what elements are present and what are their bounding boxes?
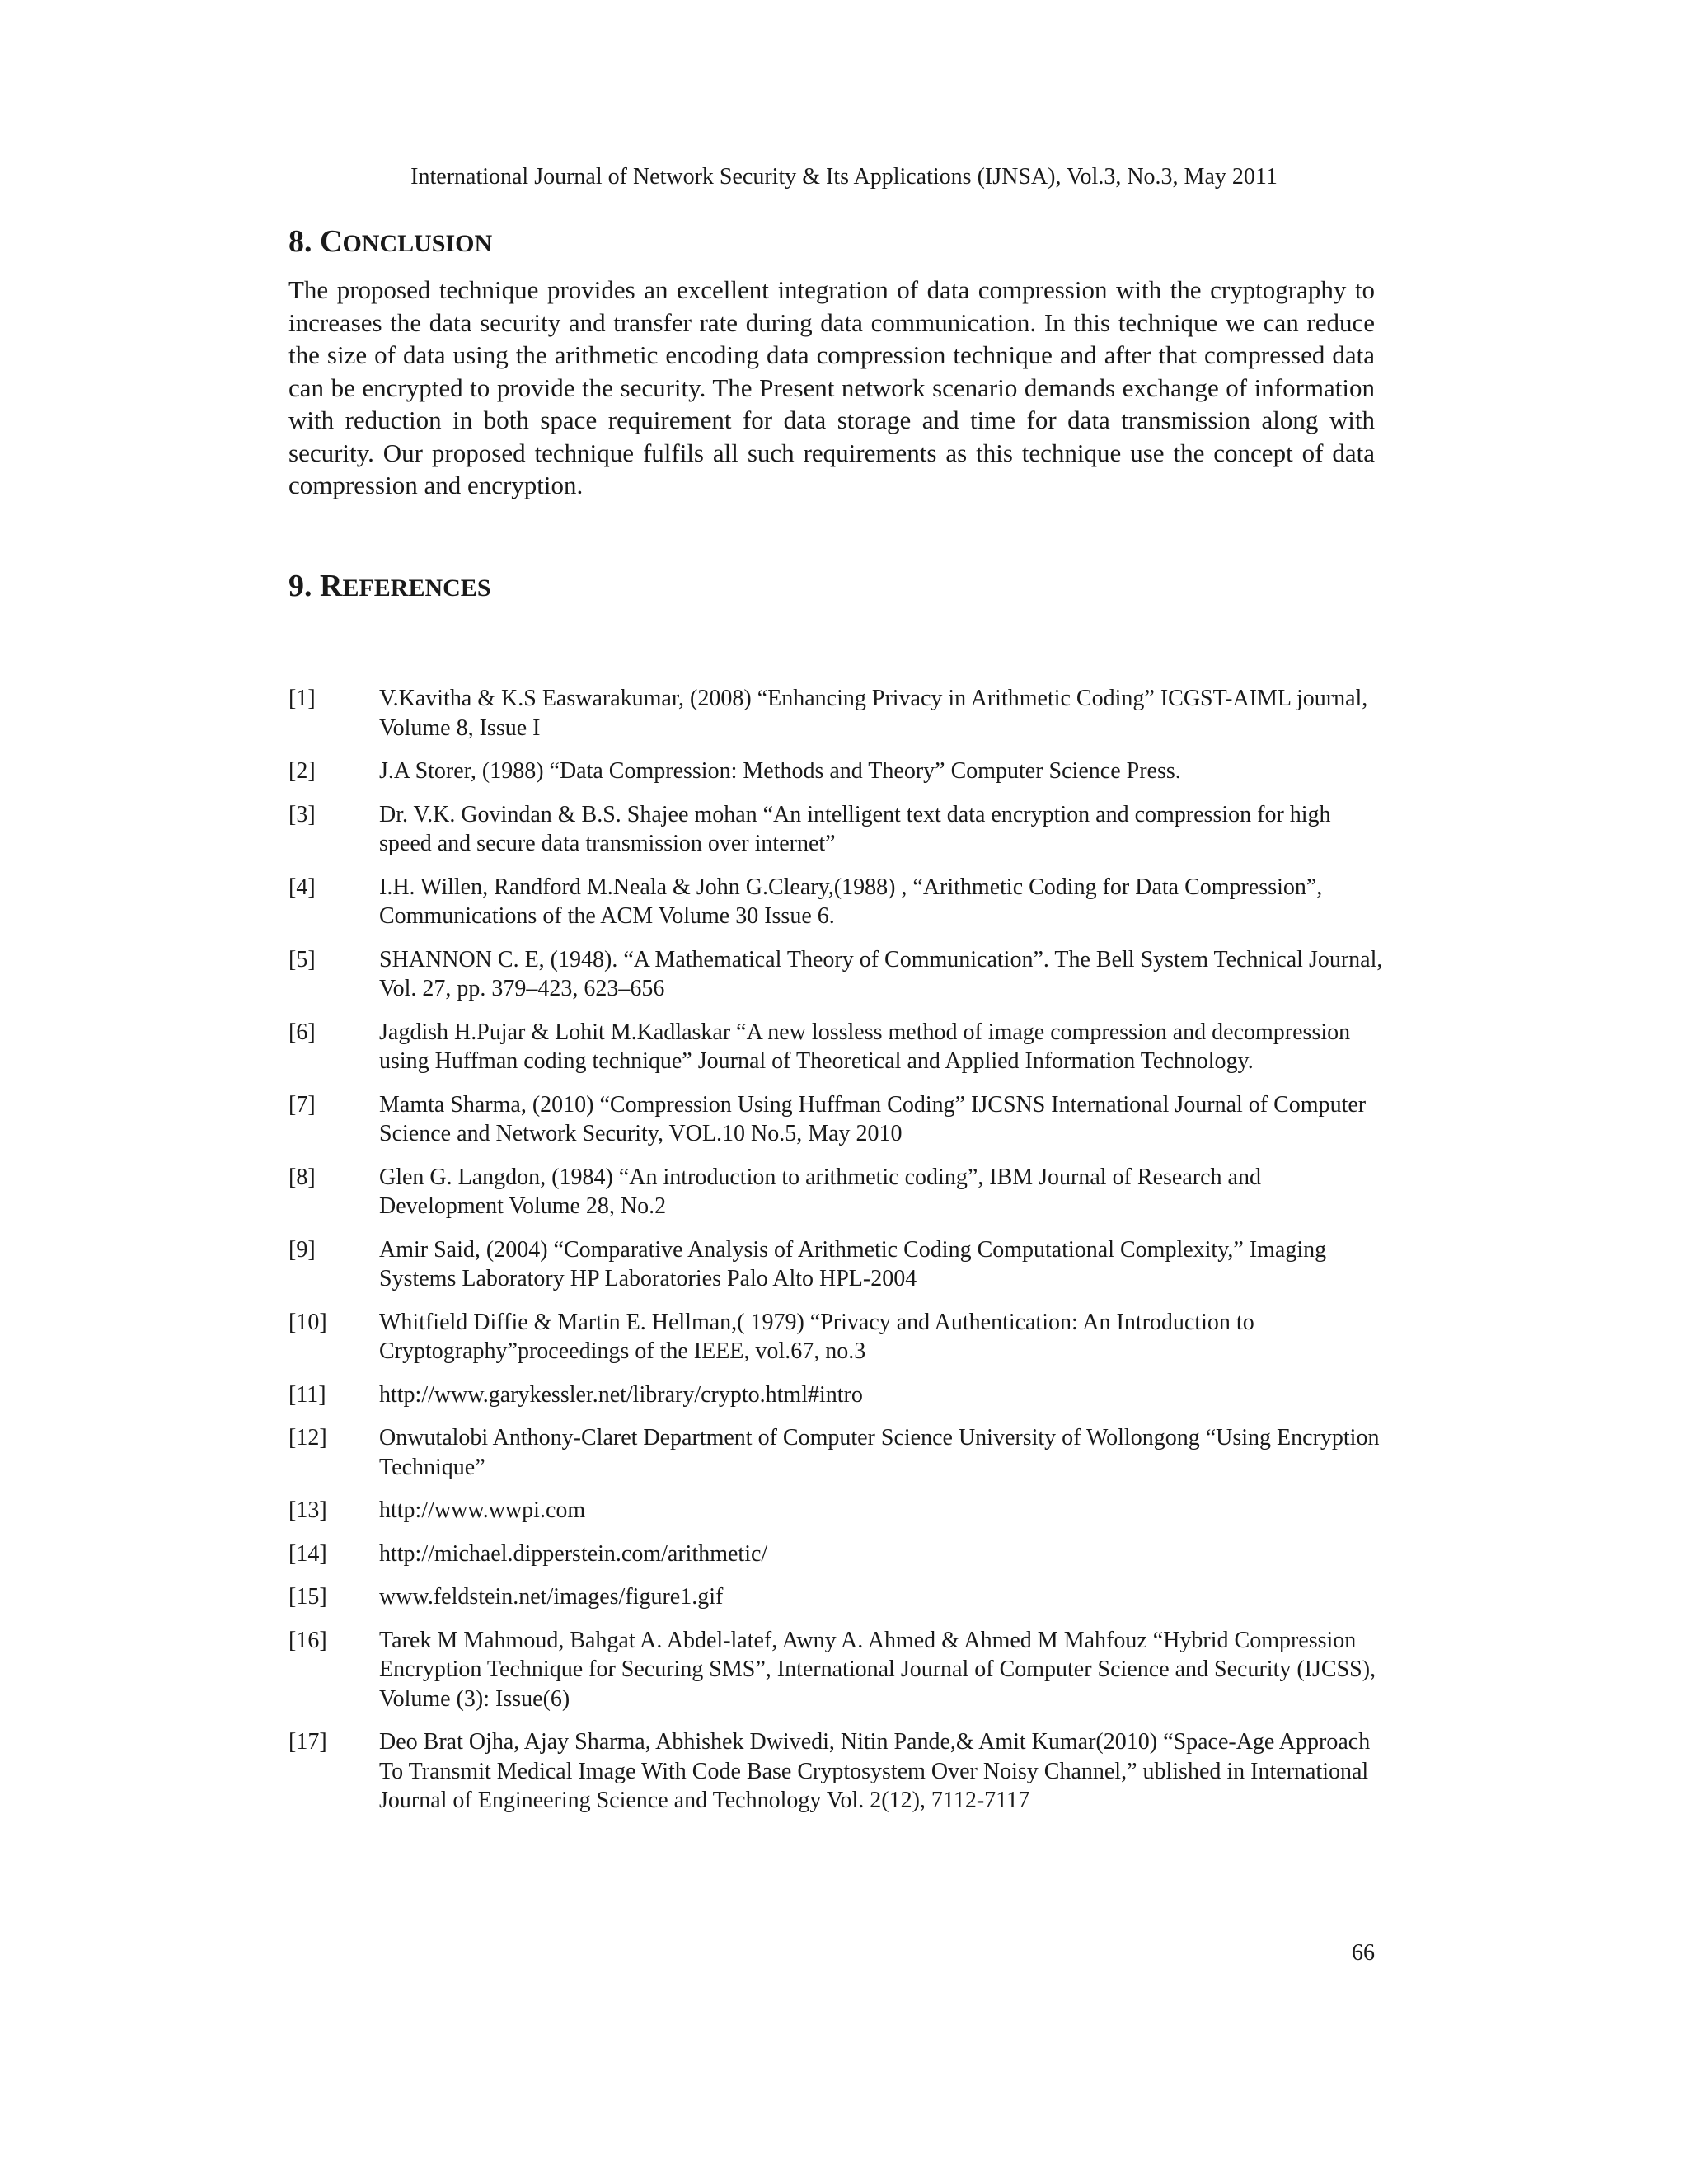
reference-item [288, 1090, 1385, 1149]
reference-link[interactable]: www.feldstein.net/images/figure1.gif [379, 1584, 724, 1610]
references-heading [288, 567, 491, 607]
reference-number: [9] [288, 1236, 316, 1263]
conclusion-heading-number: 8. [288, 224, 320, 259]
reference-number: [6] [288, 1019, 316, 1045]
running-header: International Journal of Network Security & Its Applications (IJNSA), Vol.3, No.3, May 2011 [410, 164, 1278, 190]
reference-text: V.Kavitha & K.S Easwarakumar, (2008) “Enhancing Privacy in Arithmetic Coding” ICGST-AIML journal, Volume 8, Issue I [379, 686, 1368, 741]
reference-item [288, 1163, 1385, 1221]
reference-text: I.H. Willen, Randford M.Neala & John G.Cleary,(1988) , “Arithmetic Coding for Data Compression”, Communications of the ACM Volume 30 Issue 6. [379, 874, 1323, 929]
reference-number: [16] [288, 1627, 327, 1653]
reference-number: [17] [288, 1729, 327, 1755]
reference-text: Deo Brat Ojha, Ajay Sharma, Abhishek Dwivedi, Nitin Pande,& Amit Kumar(2010) “Space-Age Approach To Transmit Medical Image With Code Base Cryptosystem Over Noisy Channel,” ublished in International Journal of Engineering Science and Technology Vol. 2(12), 7112-7117 [379, 1729, 1371, 1813]
reference-item [288, 1727, 1385, 1816]
reference-item [288, 1540, 1385, 1569]
reference-number: [8] [288, 1164, 316, 1190]
reference-number: [1] [288, 686, 316, 711]
reference-number: [3] [288, 801, 316, 827]
reference-text: Jagdish H.Pujar & Lohit M.Kadlaskar “A new lossless method of image compression and decompression using Huffman coding technique” Journal of Theoretical and Applied Information Technology. [379, 1019, 1351, 1074]
reference-item [288, 1626, 1385, 1714]
reference-number: [2] [288, 758, 316, 784]
conclusion-heading-cap: C [320, 224, 343, 259]
reference-item [288, 1582, 1385, 1612]
reference-item [288, 1380, 1385, 1410]
references-heading-cap: R [320, 569, 343, 603]
reference-number: [7] [288, 1091, 316, 1118]
reference-item [288, 1423, 1385, 1482]
reference-text: Whitfield Diffie & Martin E. Hellman,( 1979) “Privacy and Authentication: An Introduction to Cryptography”proceedings of the IEEE, vol.67, no.3 [379, 1309, 1254, 1364]
reference-item [288, 684, 1385, 743]
reference-item [288, 1018, 1385, 1076]
reference-item [288, 800, 1385, 859]
reference-text: J.A Storer, (1988) “Data Compression: Methods and Theory” Computer Science Press. [379, 758, 1181, 784]
reference-item [288, 873, 1385, 931]
reference-text: Dr. V.K. Govindan & B.S. Shajee mohan “An intelligent text data encryption and compression for high speed and secure data transmission over internet” [379, 801, 1331, 856]
reference-text: Tarek M Mahmoud, Bahgat A. Abdel-latef, Awny A. Ahmed & Ahmed M Mahfouz “Hybrid Compression Encryption Technique for Securing SMS”, International Journal of Computer Science and Security (IJCSS), Volume (3): Issue(6) [379, 1627, 1376, 1712]
page-number: 66 [1352, 1940, 1375, 1966]
reference-item [288, 1235, 1385, 1294]
reference-text: Glen G. Langdon, (1984) “An introduction to arithmetic coding”, IBM Journal of Research and Development Volume 28, No.2 [379, 1164, 1261, 1219]
references-heading-number: 9. [288, 569, 320, 603]
reference-text: SHANNON C. E, (1948). “A Mathematical Theory of Communication”. The Bell System Technical Journal, Vol. 27, pp. 379–423, 623–656 [379, 946, 1383, 1001]
reference-item [288, 1496, 1385, 1526]
reference-item [288, 757, 1385, 786]
reference-list [288, 684, 1385, 1830]
reference-text: Amir Said, (2004) “Comparative Analysis of Arithmetic Coding Computational Complexity,” Imaging Systems Laboratory HP Laboratories Palo Alto HPL-2004 [379, 1236, 1327, 1291]
references-heading-rest: EFERENCES [342, 574, 491, 602]
reference-number: [15] [288, 1584, 327, 1610]
reference-text: Onwutalobi Anthony-Claret Department of Computer Science University of Wollongong “Using Encryption Technique” [379, 1425, 1380, 1480]
reference-number: [5] [288, 946, 316, 972]
reference-number: [11] [288, 1381, 326, 1408]
conclusion-heading [288, 223, 492, 263]
reference-link[interactable]: http://www.garykessler.net/library/crypto.html#intro [379, 1381, 863, 1408]
reference-link[interactable]: http://michael.dipperstein.com/arithmetic/ [379, 1540, 768, 1567]
reference-number: [13] [288, 1497, 327, 1523]
reference-number: [10] [288, 1309, 327, 1335]
reference-item [288, 1308, 1385, 1366]
conclusion-heading-rest: ONCLUSION [342, 230, 493, 257]
reference-text: Mamta Sharma, (2010) “Compression Using Huffman Coding” IJCSNS International Journal of Computer Science and Network Security, VOL.10 No.5, May 2010 [379, 1091, 1367, 1146]
reference-link[interactable]: http://www.wwpi.com [379, 1497, 586, 1523]
conclusion-paragraph: The proposed technique provides an excellent integration of data compression with the cryptography to increases the data security and transfer rate during data communication. In this technique we can reduce the size of data using the arithmetic encoding data compression technique and after that compressed data can be encrypted to provide the security. The Present network scenario demands exchange of information with reduction in both space requirement for data storage and time for data transmission along with security. Our proposed technique fulfils all such requirements as this technique use the concept of data compression and encryption. [288, 275, 1375, 499]
reference-item [288, 945, 1385, 1004]
reference-number: [12] [288, 1425, 327, 1451]
reference-number: [4] [288, 874, 316, 900]
reference-number: [14] [288, 1540, 327, 1567]
